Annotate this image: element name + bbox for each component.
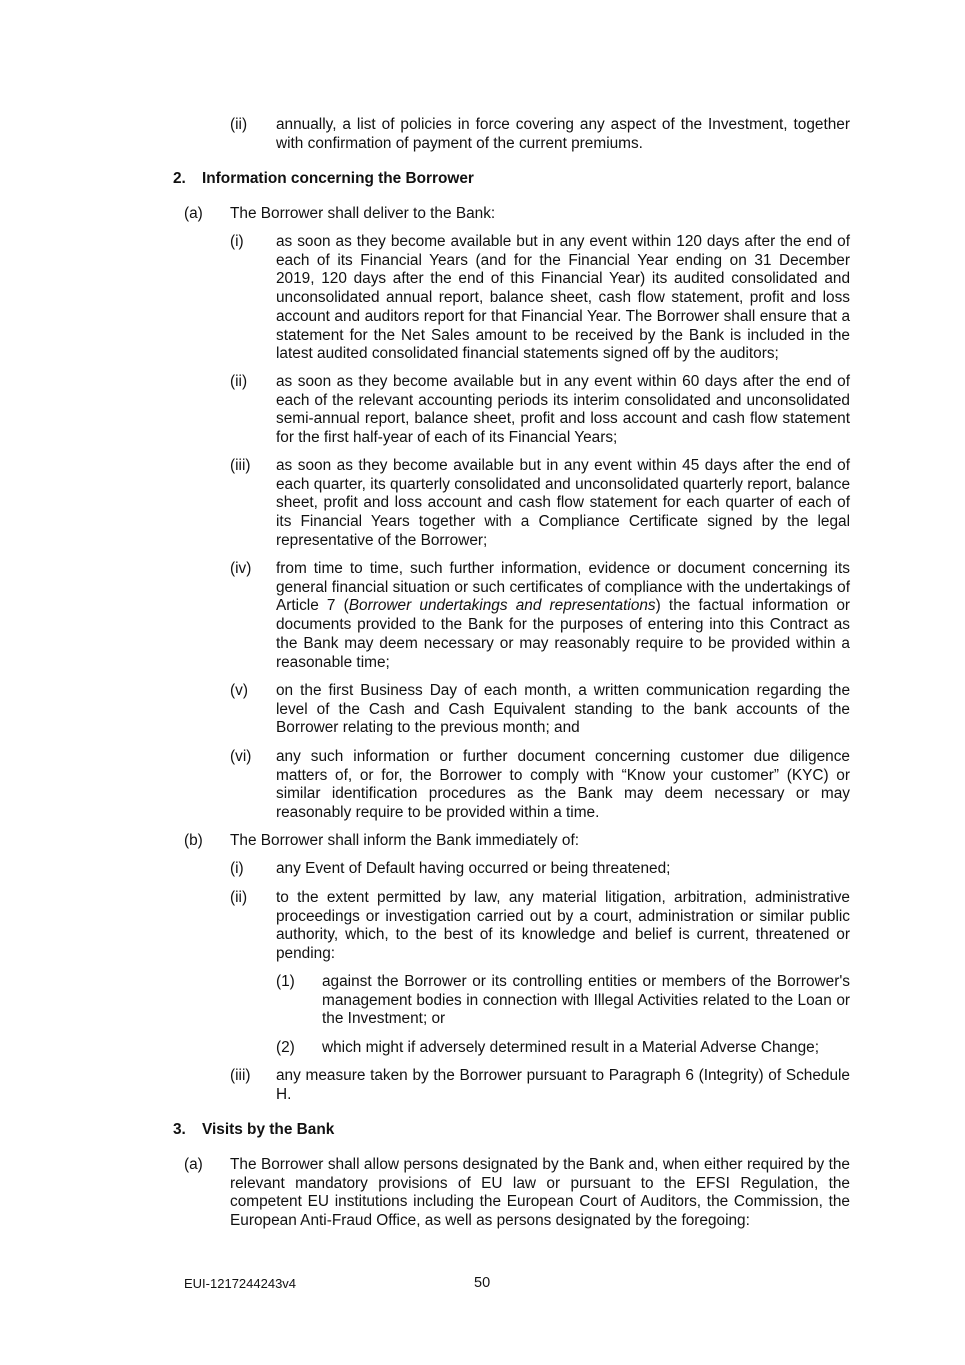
- list-item: [230, 233, 850, 364]
- list-item: [230, 860, 850, 879]
- item-label: (iii): [230, 457, 251, 474]
- sub-item-text: which might if adversely determined result in a Material Adverse Change;: [322, 1039, 820, 1056]
- item-text: any measure taken by the Borrower pursuant to Paragraph 6 (Integrity) of Schedule H.: [276, 1067, 850, 1103]
- document-reference: EUI-1217244243v4: [184, 1276, 297, 1291]
- item-label: (v): [230, 682, 248, 699]
- clause: [184, 205, 850, 224]
- item-label: (ii): [230, 116, 248, 133]
- item-text-part: ) the factual information or documents provided to the Bank for the purposes of entering into this Contract as the Bank may deem necessary or may reasonably require to be provided within a reasonable time;: [276, 597, 850, 671]
- sub-list-item: [276, 1039, 850, 1058]
- sub-list-item: [276, 973, 850, 1029]
- item-text: on the first Business Day of each month, a written communication regarding the level of the Cash and Cash Equivalent standing to the bank accounts of the Borrower relating to the previous month; and: [276, 682, 850, 737]
- item-text: any such information or further document concerning customer due diligence matters of, or for, the Borrower to comply with “Know your customer” (KYC) or similar identification procedures as the Bank may deem necessary or may reasonably require to be provided within a time.: [276, 748, 850, 822]
- item-text-italic: Borrower undertakings and representations: [348, 597, 656, 615]
- item-label: (iv): [230, 560, 252, 577]
- list-item: [230, 373, 850, 448]
- item-label: (ii): [230, 373, 248, 390]
- sub-item-text: against the Borrower or its controlling entities or members of the Borrower's management bodies in connection with Illegal Activities related to the Loan or the Investment; or: [322, 973, 850, 1028]
- sub-item-label: (2): [276, 1039, 295, 1056]
- section-title: Visits by the Bank: [202, 1121, 335, 1138]
- clause: [184, 1156, 850, 1231]
- clause-label: (a): [184, 205, 203, 222]
- item-label: (i): [230, 860, 244, 877]
- item-text: as soon as they become available but in any event within 45 days after the end of each quarter, its quarterly consolidated and unconsolidated quarterly report, balance sheet, profit and loss account and cash flow statement for each quarter of each of its Financial Years together with a Compliance Certificate signed by the legal representative of the Borrower;: [276, 457, 850, 549]
- item-text: as soon as they become available but in any event within 60 days after the end of each of the relevant accounting periods its interim consolidated and unconsolidated semi-annual report, balance sheet, profit and loss account and cash flow statement for the first half-year of each of its Financial Years;: [276, 373, 850, 447]
- clause-label: (a): [184, 1156, 203, 1173]
- item-label: (vi): [230, 748, 252, 765]
- item-text: [276, 560, 850, 672]
- clause-text: The Borrower shall deliver to the Bank:: [230, 205, 496, 222]
- list-item: [230, 457, 850, 551]
- list-item: [230, 560, 850, 672]
- clause: [184, 832, 850, 851]
- section-heading: [173, 170, 474, 189]
- item-text: annually, a list of policies in force covering any aspect of the Investment, together with confirmation of payment of the current premiums.: [276, 116, 850, 152]
- clause-label: (b): [184, 832, 203, 849]
- list-item: [230, 889, 850, 964]
- item-label: (ii): [230, 889, 248, 906]
- item-label: (iii): [230, 1067, 251, 1084]
- list-item: [230, 116, 850, 153]
- page-number: 50: [474, 1275, 491, 1291]
- item-text: as soon as they become available but in any event within 120 days after the end of each of its Financial Years (and for the Financial Year ending on 31 December 2019, 120 days after the end of this Financial Year) its audited consolidated and unconsolidated annual report, balance sheet, cash flow statement, profit and loss account and auditors report for that Financial Year. The Borrower shall ensure that a statement for the Net Sales amount to be received by the Bank is included in the latest audited consolidated financial statements signed off by the auditors;: [276, 233, 850, 363]
- item-text-part: from time to time, such further information, evidence or document concerning its general financial situation or such certificates of compliance with the undertakings of Article 7 (: [276, 560, 850, 615]
- item-text: any Event of Default having occurred or being threatened;: [276, 860, 671, 877]
- list-item: [230, 682, 850, 738]
- section-title: Information concerning the Borrower: [202, 170, 474, 187]
- clause-text: The Borrower shall inform the Bank immediately of:: [230, 832, 579, 849]
- list-item: [230, 1067, 850, 1104]
- list-item: [230, 748, 850, 823]
- section-number: 3.: [173, 1121, 186, 1138]
- item-text: to the extent permitted by law, any material litigation, arbitration, administrative proceedings or investigation carried out by a court, administration or similar public authority, which, to the best of its knowledge and belief is current, threatened or pending:: [276, 889, 850, 963]
- sub-item-label: (1): [276, 973, 295, 990]
- clause-text: The Borrower shall allow persons designated by the Bank and, when either required by the relevant mandatory provisions of EU law or pursuant to the EFSI Regulation, the competent EU institutions including the European Court of Auditors, the Commission, the European Anti-Fraud Office, as well as persons designated by the foregoing:: [230, 1156, 850, 1230]
- section-number: 2.: [173, 170, 186, 187]
- item-label: (i): [230, 233, 244, 250]
- section-heading: [173, 1121, 334, 1140]
